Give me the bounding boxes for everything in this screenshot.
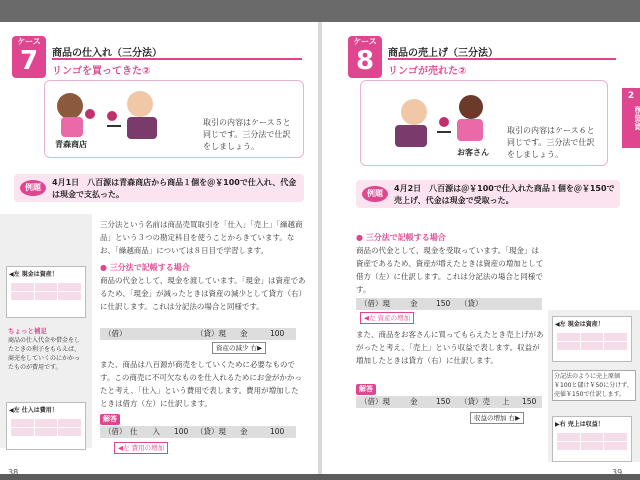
case-title: 商品の仕入れ（三分法）	[52, 44, 302, 60]
customer-sign: お客さん	[457, 148, 489, 157]
journal-entry-1	[356, 298, 542, 310]
journal-credit: （貸）現	[196, 427, 226, 436]
left-page	[0, 22, 318, 477]
side-card-expense	[6, 402, 86, 450]
case-badge	[348, 36, 382, 78]
side-card-title: ◀左 現金は資産！	[555, 321, 604, 328]
exchange-arrow-icon	[107, 125, 121, 127]
side-card-asset	[552, 316, 632, 362]
illustration-panel	[44, 80, 304, 158]
seller-figure	[401, 99, 427, 125]
store-sign: 青森商店	[55, 140, 87, 149]
case-subtitle: リンゴが売れた②	[388, 66, 467, 77]
journal-debit: （借）現	[360, 397, 390, 406]
case-label: ケース	[17, 37, 41, 46]
section-heading: ● 三分法で記帳する場合	[100, 263, 190, 272]
right-page	[322, 22, 640, 477]
buyer-figure	[127, 91, 153, 117]
side-card-title: ▶右 売上は収益！	[555, 421, 604, 428]
body-paragraph-2: 商品の代金として、現金を渡しています。「現金」は資産であるため、「現金」が減ったときは資産の減少として貸方（右）に仕訳します。これは分記法の場合と同様です。	[100, 276, 306, 311]
asset-increase-label: ◀左 資産の増加	[360, 312, 414, 324]
journal-credit-amount: 100	[270, 329, 285, 338]
journal-credit-amount: 150	[522, 397, 537, 406]
journal-entry-2	[100, 426, 296, 438]
journal-credit-amount: 100	[270, 427, 285, 436]
journal-credit-account: 金	[240, 427, 248, 436]
illustration-panel	[360, 80, 608, 166]
case-label: ケース	[353, 37, 377, 46]
case-number: 7	[19, 46, 39, 76]
case-badge	[12, 36, 46, 78]
account-grid	[557, 333, 627, 350]
answer-tag: 解答	[356, 384, 376, 395]
journal-debit-amount: 150	[436, 299, 451, 308]
journal-entry-1	[100, 328, 296, 340]
customer-figure	[459, 95, 483, 119]
side-note: 分記法のように売上原価￥100と儲け￥50に分けず、売値￥150で仕訳します。	[552, 370, 636, 401]
apple-icon	[85, 109, 95, 119]
side-note: 商品の仕入代金や借金をしたときの利子をもらえば、商売をしていくのにかかったものが費用です。	[8, 337, 81, 371]
journal-credit: （貸）売	[460, 397, 490, 406]
page-number: 39	[612, 468, 623, 477]
journal-debit-account: 金	[410, 299, 418, 308]
journal-debit: （借）	[104, 329, 127, 338]
case-number: 8	[355, 46, 375, 76]
side-card-asset	[6, 266, 86, 318]
account-grid	[557, 433, 627, 450]
case-description: 取引の内容はケース６と同じです。三分法で仕訳をしましょう。	[507, 126, 595, 159]
body-paragraph-1: 商品の代金として、現金を受取っています。「現金」は資産であるため、資産が増えたときは資産の増加として借方（左）に仕訳します。これは分記法の場合と同様です。	[356, 246, 544, 294]
seller-body	[395, 125, 427, 147]
journal-debit-amount: 100	[174, 427, 189, 436]
section-heading: ● 三分法で記帳する場合	[356, 233, 446, 242]
page-number: 38	[8, 468, 19, 477]
account-grid	[11, 283, 81, 300]
case-title: 商品の売上げ（三分法）	[388, 44, 616, 60]
customer-body	[457, 119, 483, 141]
side-card-title: ◀左 仕入は費用！	[9, 407, 58, 414]
journal-credit-account: 上	[502, 397, 510, 406]
buyer-body	[127, 117, 157, 139]
journal-debit-account: 金	[410, 397, 418, 406]
journal-credit: （貸）現	[196, 329, 226, 338]
journal-credit: （貸）	[460, 299, 483, 308]
body-paragraph-2: また、商品をお客さんに買ってもらえたとき売上げがあがったと考え、「売上」という収益で表します。収益が増加したときは貸方（右）に仕訳します。	[356, 330, 544, 365]
side-note-title: ちょっと補足	[8, 327, 47, 335]
transaction-box	[14, 174, 304, 202]
answer-tag: 解答	[100, 414, 120, 425]
body-paragraph-3: また、商品は八百源が商売をしていくために必要なものです。この商売に不可欠なものを仕入れるためにお金がかかったと考え、「仕入」という費用で表します。費用が増加したときは借方（左）に仕訳します。	[100, 360, 302, 408]
journal-debit: （借）現	[360, 299, 390, 308]
journal-entry-2	[356, 396, 542, 408]
side-card-revenue	[552, 416, 632, 462]
example-tag: 例題	[362, 186, 388, 202]
chapter-number: 2	[627, 91, 635, 101]
example-tag: 例題	[20, 180, 46, 196]
seller-figure	[57, 93, 83, 119]
journal-debit-amount: 150	[436, 397, 451, 406]
chapter-tab	[622, 88, 640, 148]
exchange-arrow-icon	[437, 131, 451, 133]
case-subtitle: リンゴを買ってきた②	[52, 66, 151, 77]
journal-credit-account: 金	[240, 329, 248, 338]
apple-icon	[439, 117, 449, 127]
chapter-tab-text: 商品売買	[633, 106, 640, 130]
apple-icon	[107, 111, 117, 121]
journal-debit-account: 仕 入	[130, 427, 160, 436]
transaction-box	[356, 180, 620, 208]
account-grid	[11, 419, 81, 436]
revenue-increase-label: 収益の増加 右▶	[470, 412, 524, 424]
seller-body	[61, 117, 83, 137]
transaction-text: 4月1日 八百源は青森商店から商品１個を＠￥100で仕入れ、代金は現金で支払った。	[52, 178, 297, 199]
asset-decrease-label: 資産の減少 右▶	[212, 342, 266, 354]
transaction-text: 4月2日 八百源は＠￥100で仕入れた商品１個を＠￥150で売上げ、代金は現金で受取った。	[394, 184, 615, 205]
viewer-top-bar	[0, 0, 640, 22]
journal-debit: （借）	[104, 427, 127, 436]
expense-increase-label: ◀左 費用の増加	[114, 442, 168, 454]
side-card-title: ◀左 現金は資産！	[9, 271, 58, 278]
body-paragraph-1: 三分法という名前は商品売買取引を「仕入」「売上」「繰越商品」という３つの勘定科目を使うことからきています。なお、「繰越商品」については８日目で学習します。	[100, 220, 303, 255]
case-description: 取引の内容はケース５と同じです。三分法で仕訳をしましょう。	[203, 118, 291, 151]
